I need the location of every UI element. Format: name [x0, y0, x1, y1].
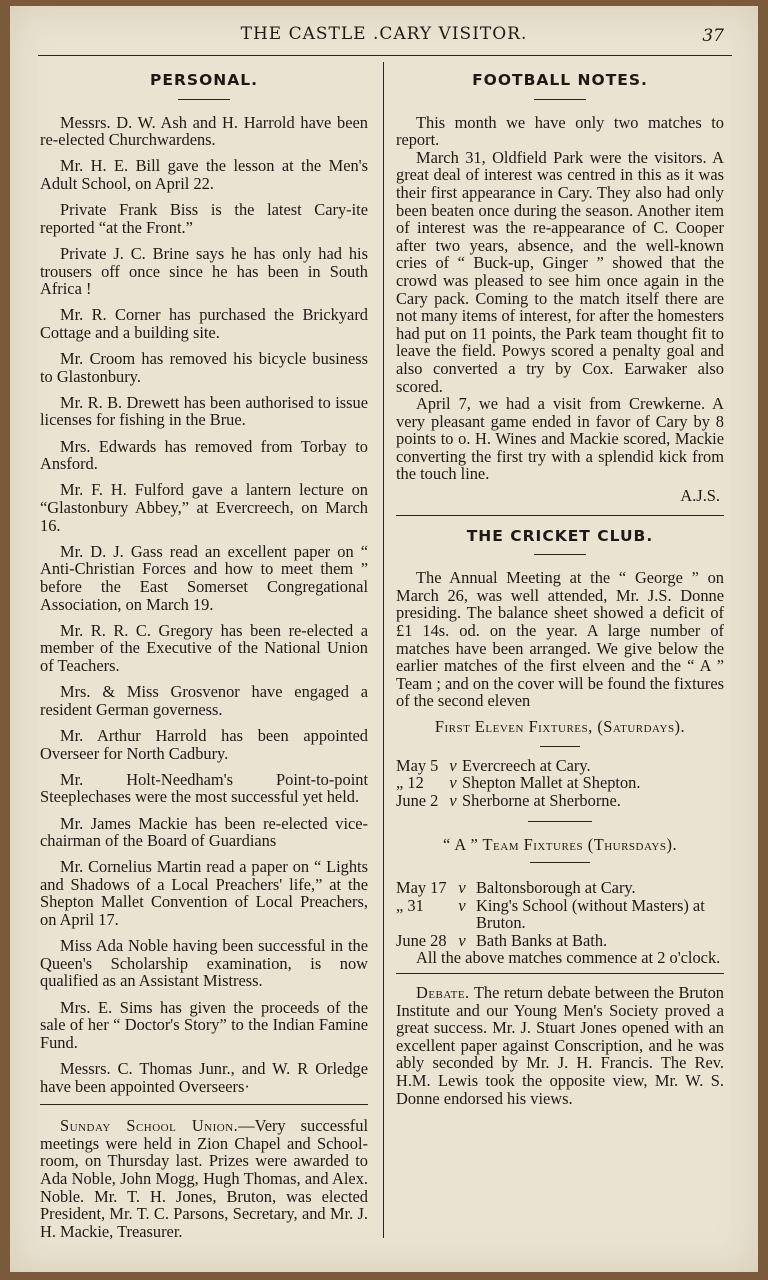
section-rule [396, 515, 724, 516]
section-rule [396, 973, 724, 974]
first-eleven-title: First Eleven Fixtures, (Saturdays). [434, 717, 686, 736]
personal-item: Private Frank Biss is the latest Cary-ite reported “at the Front.” [40, 200, 368, 237]
fixture-opponent: Shepton Mallet at Shepton. [462, 773, 641, 793]
sunday-school-text: —Very successful meetings were held in Zion Chapel and School-room, on Thursday last. Prizes were awarded to Ada Noble, John Mogg, Hugh Thomas, and Alex. Noble. Mr. T. H. Jones, Bruton, was elected President, Mr. T. C. Parsons, Secretary, and Mr. J. H. Mackie, Treasurer. [40, 1116, 368, 1241]
debate-paragraph [396, 984, 724, 1107]
fixture-row [396, 774, 724, 792]
personal-item: Mr. R. Corner has purchased the Brickyard Cottage and a building site. [40, 305, 368, 342]
a-team-title: “ A ” Team Fixtures (Thursdays). [442, 835, 678, 855]
personal-item: Mrs. Edwards has removed from Torbay to Ansford. [40, 436, 368, 474]
fixture-row [396, 932, 724, 950]
fixture-versus: v [458, 930, 466, 950]
fixture-opponent: Sherborne at Sherborne. [462, 790, 621, 810]
fixture-versus: v [449, 755, 457, 775]
fixture-date: May 17 [396, 877, 447, 897]
left-column [40, 68, 368, 1249]
sunday-school-lead: Sunday School Union. [60, 1116, 239, 1136]
cricket-closing: All the above matches commence at 2 o'clock. [416, 948, 721, 968]
fixture-rule [540, 746, 580, 747]
fixture-row [396, 879, 724, 897]
section-rule [40, 1104, 368, 1105]
football-paragraph: March 31, Oldfield Park were the visitors. A great deal of interest was centred in this as it was their first appearance in Cary. They also had only been beaten once during the season. Another item of interest was the re-appearance of C. Cooper after two years, absence, and the well-known cries of “ Buck-up, Ginger ” showed that the crowd was pleased to see him once again in the Cary pack. Coming to the match itself there are not many items of interest, for after the homesters had put on 11 points, the Park team thought fit to leave the field. Powys scored a penalty goal and also converted a try by Cox. Earwaker also scored. [396, 147, 724, 396]
fixture-versus: v [458, 877, 466, 897]
fixture-date: „ 31 [396, 895, 424, 915]
fixture-row [396, 757, 724, 775]
fixture-versus: v [458, 895, 466, 915]
football-paragraph: April 7, we had a visit from Crewkerne. A very pleasant game ended in favor of Cary by 8 points to o. H. Wines and Mackie scored, Mackie converting the first try with a splendid kick from the touch line. [396, 394, 724, 484]
fixture-date: June 28 [396, 930, 447, 950]
sunday-school-paragraph [40, 1117, 368, 1240]
personal-item: Mr. Cornelius Martin read a paper on “ Lights and Shadows of a Local Preachers' life,” at the Shepton Mallet Convention of Local Preachers, on April 17. [40, 857, 368, 930]
football-signature: A.J.S. [680, 486, 720, 506]
personal-item: Mr. R. B. Drewett has been authorised to issue licenses for fishing in the Brue. [40, 392, 368, 430]
personal-item: Messrs. C. Thomas Junr., and W. R Orledge have been appointed Overseers· [40, 1059, 368, 1096]
header-rule [38, 55, 732, 56]
personal-item: Mr. Arthur Harrold has been appointed Overseer for North Cadbury. [40, 725, 368, 763]
fixture-rule [530, 862, 590, 863]
fixture-versus: v [449, 790, 457, 810]
personal-item: Mr. F. H. Fulford gave a lantern lecture on “Glastonbury Abbey,” at Evercreech, on March 16. [40, 480, 368, 535]
personal-item: Mr. James Mackie has been re-elected vice-chairman of the Board of Guardians [40, 813, 368, 851]
personal-item: Mr. D. J. Gass read an excellent paper on “ Anti-Christian Forces and how to meet them ” before the East Somerset Congregational Association, on March 19. [40, 541, 368, 614]
personal-item: Mr. Holt-Needham's Point-to-point Steeplechases were the most successful yet held. [40, 769, 368, 807]
football-paragraph: This month we have only two matches to report. [396, 112, 724, 150]
fixture-opponent: Baltonsborough at Cary. [476, 877, 636, 897]
personal-item: Mr. H. E. Bill gave the lesson at the Men's Adult School, on April 22. [40, 156, 368, 193]
personal-item: Mr. Croom has removed his bicycle business to Glastonbury. [40, 349, 368, 386]
magazine-page [10, 6, 758, 1272]
personal-item: Messrs. D. W. Ash and H. Harrold have been re-elected Churchwardens. [40, 112, 368, 150]
personal-heading: PERSONAL. [150, 71, 258, 89]
fixture-date: May 5 [396, 755, 439, 775]
masthead-title: THE CASTLE .CARY VISITOR. [240, 24, 528, 44]
fixture-date: „ 12 [396, 773, 424, 793]
fixture-opponent: King's School (without Masters) at Bruton. [476, 895, 705, 933]
column-divider [383, 62, 384, 1238]
right-column [396, 68, 724, 1107]
page-number: 37 [702, 26, 724, 46]
cricket-intro: The Annual Meeting at the “ George ” on March 26, was well attended, Mr. J.S. Donne presiding. The balance sheet showed a deficit of £1 14s. od. on the year. A large number of matches have been arranged. We give below the earlier matches of the first elveen and the “ A ” Team ; and on the cover will be found the fixtures of the second eleven [396, 568, 724, 711]
football-heading: FOOTBALL NOTES. [472, 71, 648, 89]
debate-lead: Debate. [416, 982, 470, 1002]
fixture-row [396, 897, 724, 932]
personal-item: Mrs. E. Sims has given the proceeds of the sale of her “ Doctor's Story” to the Indian Famine Fund. [40, 997, 368, 1052]
fixture-row [396, 792, 724, 810]
cricket-heading: THE CRICKET CLUB. [466, 526, 654, 545]
heading-rule [178, 99, 230, 100]
personal-item: Mrs. & Miss Grosvenor have engaged a resident German governess. [40, 682, 368, 719]
fixture-date: June 2 [396, 790, 439, 810]
personal-item: Miss Ada Noble having been successful in the Queen's Scholarship examination, is now qualified as an Assistant Mistress. [40, 936, 368, 991]
fixture-versus: v [449, 773, 457, 793]
heading-rule [534, 99, 586, 100]
personal-item: Private J. C. Brine says he has only had his trousers off once since he has been in South Africa ! [40, 243, 368, 299]
heading-rule [534, 554, 586, 555]
fixture-rule [528, 821, 592, 822]
debate-text: The return debate between the Bruton Institute and our Young Men's Society proved a great success. Mr. J. Stuart Jones opened with an excellent paper against Conscription, and he was ably seconded by Mr. J. H. Francis. The Rev. H.M. Lewis took the opposite view, Mr. W. S. Donne endorsed his views. [396, 982, 724, 1108]
fixture-opponent: Bath Banks at Bath. [476, 930, 608, 950]
personal-item: Mr. R. R. C. Gregory has been re-elected a member of the Executive of the National Union of Teachers. [40, 620, 368, 675]
fixture-opponent: Evercreech at Cary. [462, 755, 591, 775]
